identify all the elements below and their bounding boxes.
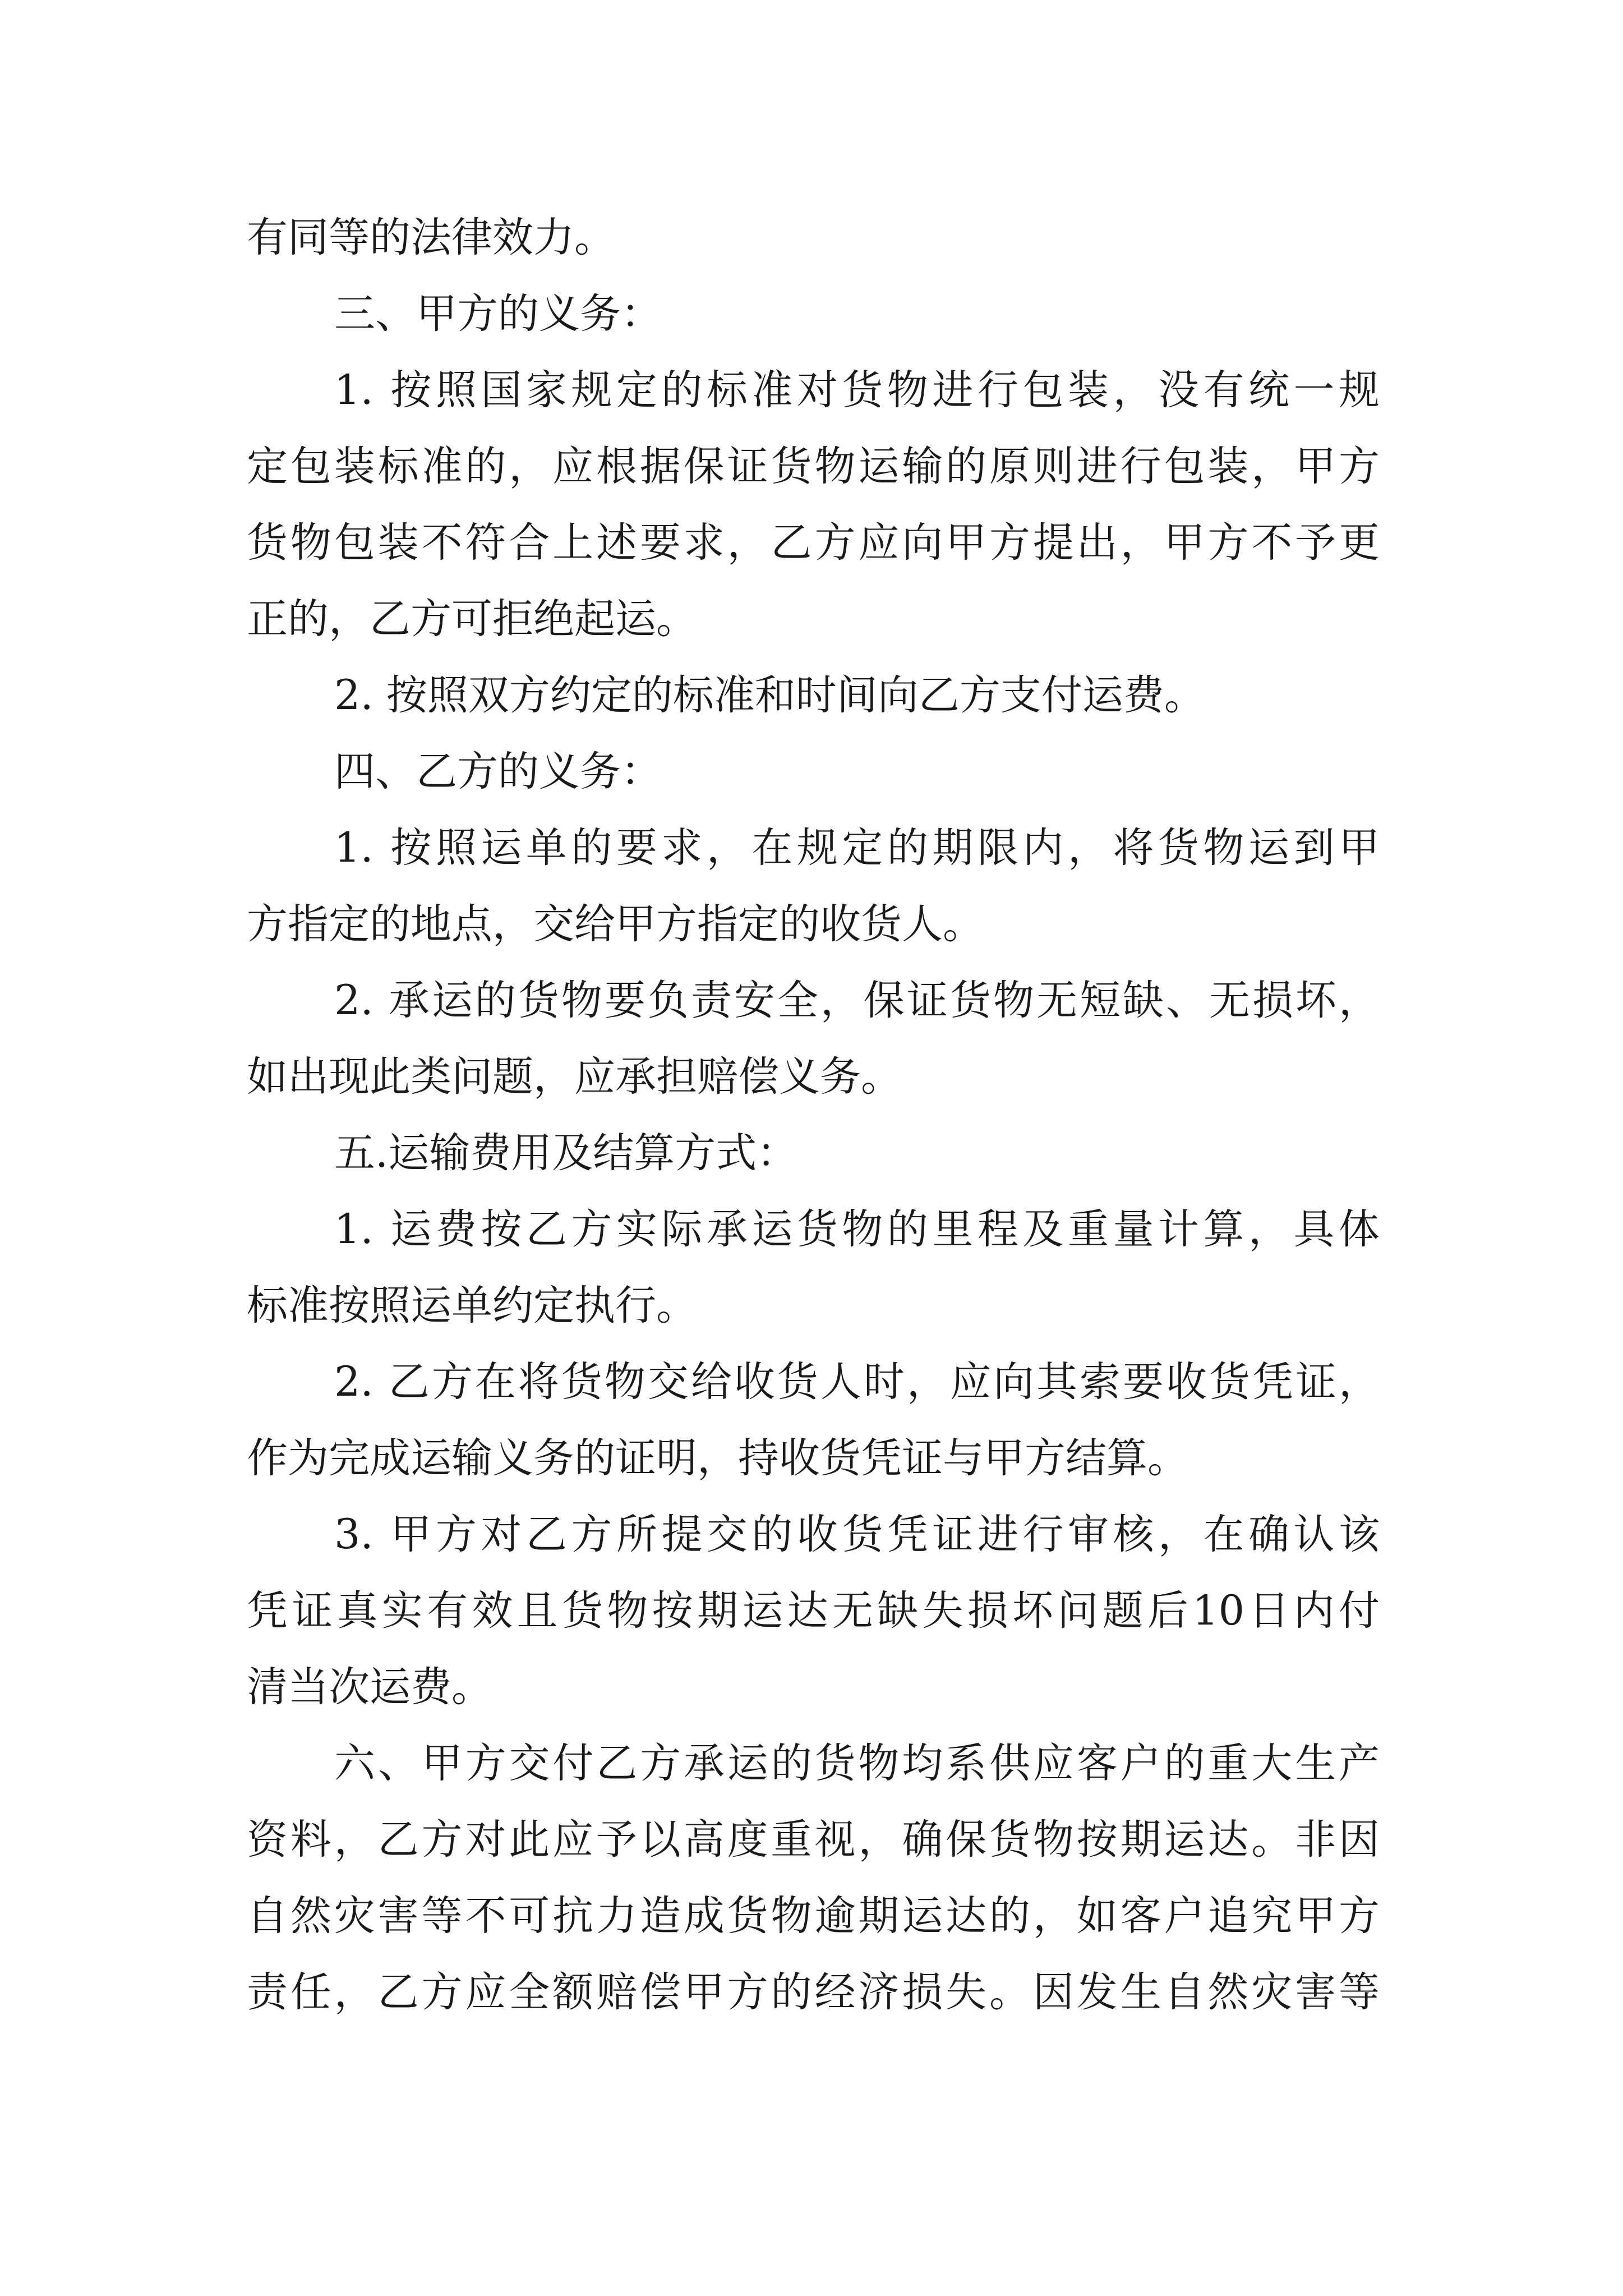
text-line: 作为完成运输义务的证明，持收货凭证与甲方结算。 xyxy=(247,1434,1188,1482)
text-line: 2. 乙方在将货物交给收货人时，应向其索要收货凭证， xyxy=(334,1358,1380,1406)
text-line: 责任，乙方应全额赔偿甲方的经济损失。因发生自然灾害等 xyxy=(247,1968,1380,2016)
text-line: 方指定的地点，交给甲方指定的收货人。 xyxy=(247,900,984,948)
text-line: 正的，乙方可拒绝起运。 xyxy=(247,595,697,643)
text-line: 1. 按照运单的要求，在规定的期限内，将货物运到甲 xyxy=(334,824,1380,872)
text-line: 资料，乙方对此应予以高度重视，确保货物按期运达。非因 xyxy=(247,1816,1380,1864)
text-line: 六、甲方交付乙方承运的货物均系供应客户的重大生产 xyxy=(334,1740,1380,1787)
text-line: 2. 承运的货物要负责安全，保证货物无短缺、无损坏， xyxy=(334,977,1380,1024)
text-line: 三、甲方的义务： xyxy=(334,290,662,338)
contract-text-body xyxy=(247,200,1380,2031)
text-line: 标准按照运单约定执行。 xyxy=(247,1282,697,1329)
text-line: 有同等的法律效力。 xyxy=(247,214,615,261)
text-line: 五.运输费用及结算方式： xyxy=(334,1129,798,1177)
text-line: 四、乙方的义务： xyxy=(334,748,662,795)
text-line: 清当次运费。 xyxy=(247,1663,492,1711)
text-line: 货物包装不符合上述要求，乙方应向甲方提出，甲方不予更 xyxy=(247,519,1380,567)
text-line: 2. 按照双方约定的标准和时间向乙方支付运费。 xyxy=(334,671,1205,719)
text-line: 1. 运费按乙方实际承运货物的里程及重量计算，具体 xyxy=(334,1205,1380,1253)
text-line: 自然灾害等不可抗力造成货物逾期运达的，如客户追究甲方 xyxy=(247,1892,1380,1940)
text-line: 3. 甲方对乙方所提交的收货凭证进行审核，在确认该 xyxy=(334,1511,1380,1558)
text-line: 1. 按照国家规定的标准对货物进行包装，没有统一规 xyxy=(334,366,1380,414)
text-line: 凭证真实有效且货物按期运达无缺失损坏问题后10日内付 xyxy=(247,1587,1380,1635)
text-line: 如出现此类问题，应承担赔偿义务。 xyxy=(247,1053,902,1101)
text-line: 定包装标准的，应根据保证货物运输的原则进行包装，甲方 xyxy=(247,443,1380,490)
